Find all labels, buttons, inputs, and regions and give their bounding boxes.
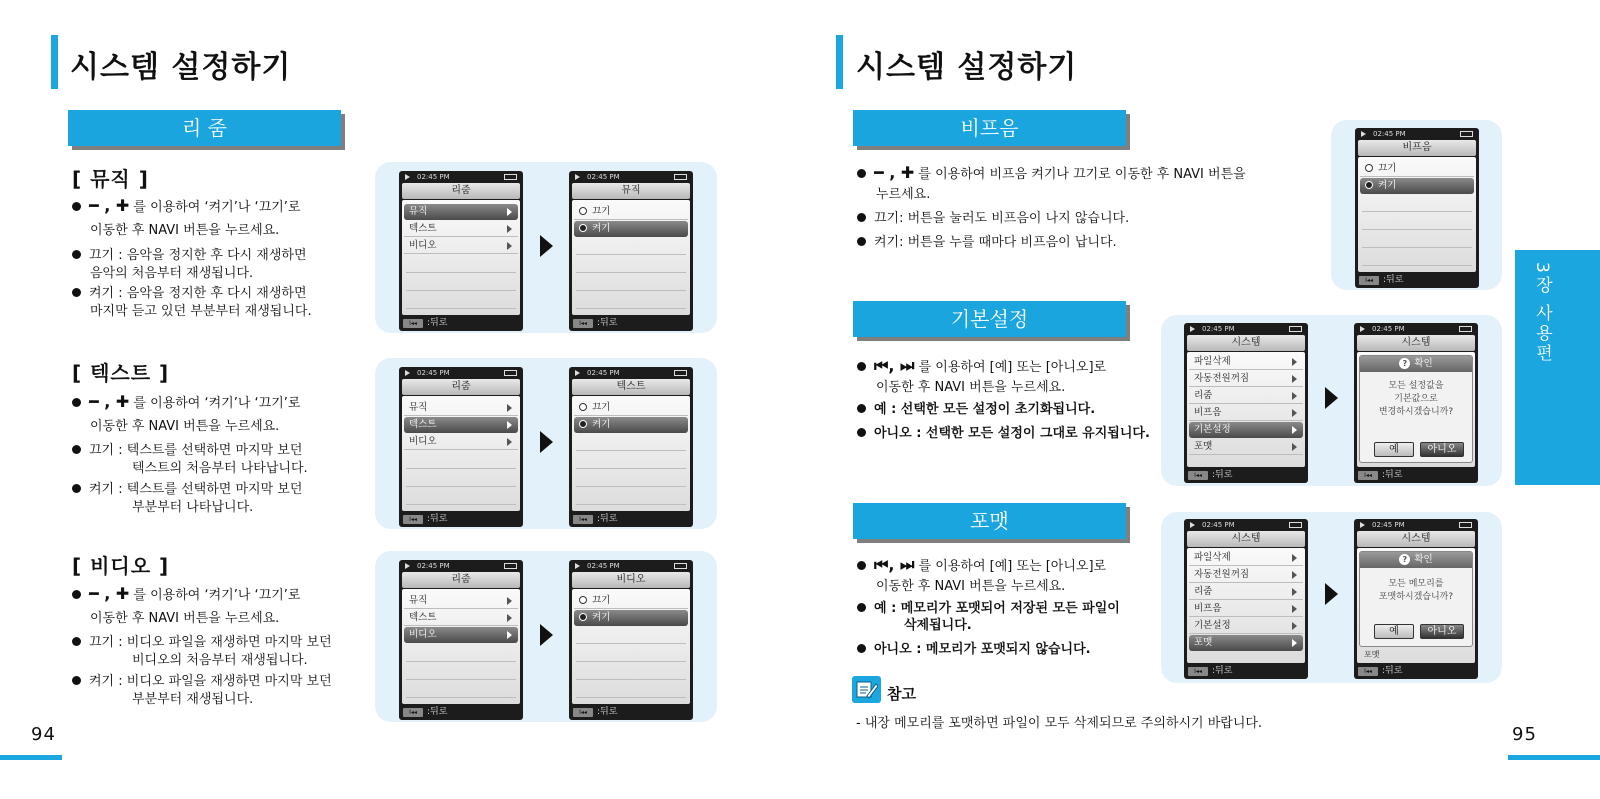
bullet-video-keys: ━ , ✚ 를 이용하여 ‘켜기’나 ‘끄기’로 [72, 585, 301, 605]
bullet-music-off-2: 음악의 처음부터 재생됩니다. [90, 266, 254, 281]
minus-plus-keys-icon: ━ , ✚ [874, 163, 915, 182]
bullet-video-on-2: 부분부터 재생됩니다. [132, 692, 254, 707]
arrow-right-icon [1325, 583, 1338, 605]
chapter-side-tab-label: 3장 사용편 [1532, 262, 1552, 365]
no-button: 아니오 [1420, 442, 1464, 457]
arrow-right-icon [1325, 387, 1338, 409]
arrow-right-icon [540, 431, 553, 453]
bullet-music-keys-2: 이동한 후 NAVI 버튼을 누르세요. [90, 223, 280, 238]
bullet-music-keys: ━ , ✚ 를 이용하여 ‘켜기’나 ‘끄기’로 [72, 197, 301, 217]
question-icon: ? [1399, 554, 1410, 565]
section-header-beep: 비프음 [853, 110, 1126, 146]
minus-plus-keys-icon: ━ , ✚ [89, 584, 130, 603]
page-title-right: 시스템 설정하기 [856, 50, 1078, 85]
bullet-text-off-2: 텍스트의 처음부터 나타납니다. [132, 461, 308, 476]
no-button: 아니오 [1420, 624, 1464, 639]
section-header-resume: 리 줌 [68, 110, 341, 146]
page-footer-line-right [1508, 755, 1600, 760]
device-screen-resume-video: 02:45 PM 리줌 뮤직 텍스트 비디오 I◂◂ :뒤로 [399, 560, 523, 720]
device-screen-resume-text: 02:45 PM 리줌 뮤직 텍스트 비디오 I◂◂ :뒤로 [399, 367, 523, 527]
title-accent-bar [51, 35, 58, 89]
bullet-format-yes: 예 : 메모리가 포맷되어 저장된 모든 파일이 [857, 600, 1120, 618]
bullet-format-no: 아니오 : 메모리가 포맷되지 않습니다. [857, 641, 1091, 659]
bullet-video-off: 끄기 : 비디오 파일을 재생하면 마지막 보던 [72, 634, 332, 652]
bullet-default-no: 아니오 : 선택한 모든 설정이 그대로 유지됩니다. [857, 425, 1150, 443]
prev-next-keys-icon: ⏮, ⏭ [874, 356, 915, 375]
note-text: - 내장 메모리를 포맷하면 파일이 모두 삭제되므로 주의하시기 바랍니다. [856, 716, 1263, 731]
device-screen-text-options: 02:45 PM 텍스트 끄기 켜기 I◂◂ :뒤로 [569, 367, 693, 527]
bullet-beep-keys: ━ , ✚ 를 이용하여 비프음 켜기나 끄기로 이동한 후 NAVI 버튼을 [857, 164, 1246, 184]
title-accent-bar [836, 35, 843, 89]
bullet-music-on: 켜기 : 음악을 정지한 후 다시 재생하면 [72, 285, 307, 303]
device-screen-system-default: 02:45 PM 시스템 파일삭제 자동전원꺼짐 리줌 비프음 기본설정 포맷 I◂◂ :뒤로 [1184, 323, 1308, 483]
device-screen-music-options: 02:45 PM 뮤직 끄기 켜기 I◂◂ :뒤로 [569, 171, 693, 331]
device-screen-beep: 02:45 PM 비프음 끄기 켜기 I◂◂ :뒤로 [1355, 128, 1479, 288]
bullet-beep-keys-2: 누르세요. [876, 187, 931, 202]
bullet-text-on-2: 부분부터 나타납니다. [132, 500, 254, 515]
heading-video: [ 비디오 ] [72, 554, 170, 578]
bullet-default-yes: 예 : 선택한 모든 설정이 초기화됩니다. [857, 401, 1095, 419]
bullet-text-on: 켜기 : 텍스트를 선택하면 마지막 보던 [72, 481, 302, 499]
bullet-video-off-2: 비디오의 처음부터 재생됩니다. [132, 653, 308, 668]
arrow-right-icon [540, 235, 553, 257]
section-header-format: 포맷 [853, 503, 1126, 539]
bullet-beep-off: 끄기: 버튼을 눌러도 비프음이 나지 않습니다. [857, 210, 1129, 228]
bullet-default-keys-2: 이동한 후 NAVI 버튼을 누르세요. [876, 380, 1066, 395]
device-screen-reset-confirm: 02:45 PM 시스템 ? 확인 모든 설정값을 기본값으로 변경하시겠습니까? 예 아니오 I◂◂ :뒤로 [1354, 323, 1478, 483]
bullet-video-on: 켜기 : 비디오 파일을 재생하면 마지막 보던 [72, 673, 332, 691]
bullet-text-off: 끄기 : 텍스트를 선택하면 마지막 보던 [72, 442, 302, 460]
yes-button: 예 [1374, 442, 1414, 457]
bullet-video-keys-2: 이동한 후 NAVI 버튼을 누르세요. [90, 611, 280, 626]
heading-text: [ 텍스트 ] [72, 361, 170, 385]
bullet-beep-on: 켜기: 버튼을 누를 때마다 비프음이 납니다. [857, 234, 1117, 252]
yes-button: 예 [1374, 624, 1414, 639]
chapter-side-tab [1515, 250, 1600, 485]
question-icon: ? [1399, 358, 1410, 369]
note-label: 참고 [887, 685, 916, 703]
heading-music: [ 뮤직 ] [72, 167, 149, 191]
bullet-format-yes-2: 삭제됩니다. [904, 618, 972, 633]
minus-plus-keys-icon: ━ , ✚ [89, 392, 130, 411]
page-footer-line-left [0, 755, 62, 760]
device-screen-format-confirm: 02:45 PM 시스템 ? 확인 모든 메모리를 포맷하시겠습니까? 예 아니오 포맷 I◂◂ :뒤로 [1354, 519, 1478, 679]
bullet-text-keys: ━ , ✚ 를 이용하여 ‘켜기’나 ‘끄기’로 [72, 393, 301, 413]
minus-plus-keys-icon: ━ , ✚ [89, 196, 130, 215]
device-screen-resume-music: 02:45 PM 리줌 뮤직 텍스트 비디오 I◂◂ :뒤로 [399, 171, 523, 331]
section-header-default: 기본설정 [853, 301, 1126, 337]
prev-next-keys-icon: ⏮, ⏭ [874, 555, 915, 574]
bullet-music-on-2: 마지막 듣고 있던 부분부터 재생됩니다. [90, 304, 312, 319]
device-screen-video-options: 02:45 PM 비디오 끄기 켜기 I◂◂ :뒤로 [569, 560, 693, 720]
note-pencil-icon [852, 676, 881, 703]
bullet-text-keys-2: 이동한 후 NAVI 버튼을 누르세요. [90, 419, 280, 434]
arrow-right-icon [540, 624, 553, 646]
device-screen-system-format: 02:45 PM 시스템 파일삭제 자동전원꺼짐 리줌 비프음 기본설정 포맷 I◂◂ :뒤로 [1184, 519, 1308, 679]
page-number-right: 95 [1512, 724, 1537, 745]
bullet-format-keys-2: 이동한 후 NAVI 버튼을 누르세요. [876, 579, 1066, 594]
bullet-format-keys: ⏮, ⏭ 를 이용하여 [예] 또는 [아니오]로 [857, 556, 1106, 576]
page-title-left: 시스템 설정하기 [70, 50, 292, 85]
bullet-music-off: 끄기 : 음악을 정지한 후 다시 재생하면 [72, 247, 307, 265]
page-number-left: 94 [31, 724, 56, 745]
bullet-default-keys: ⏮, ⏭ 를 이용하여 [예] 또는 [아니오]로 [857, 357, 1106, 377]
